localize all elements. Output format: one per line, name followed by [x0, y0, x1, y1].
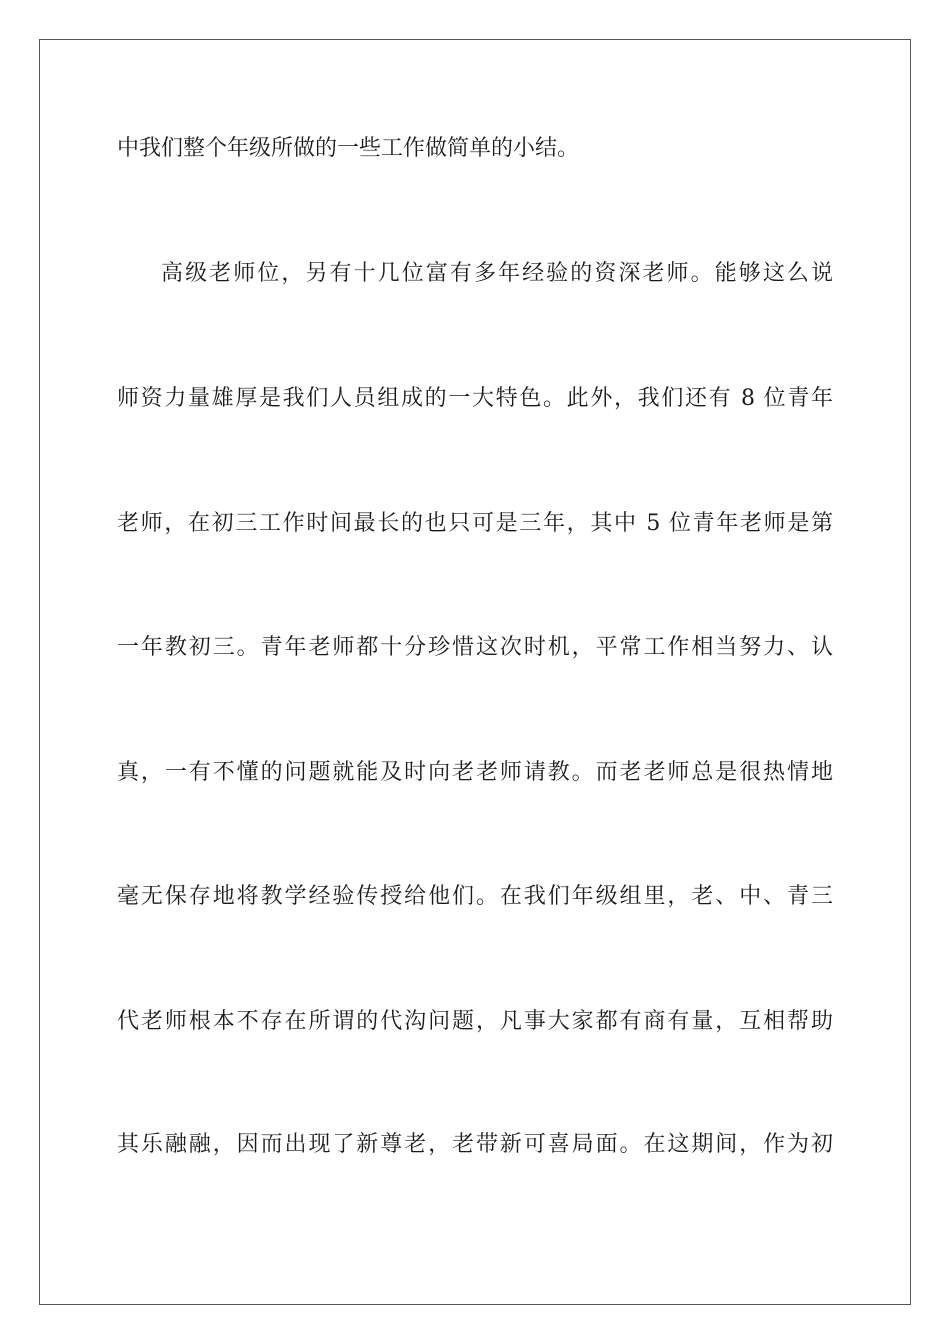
text-line-2: 高级老师位，另有十几位富有多年经验的资深老师。能够这么说	[161, 261, 833, 286]
text-line-6: 真，一有不懂的问题就能及时向老老师请教。而老老师总是很热情地	[117, 760, 833, 785]
text-line-4: 老师，在初三工作时间最长的也只可是三年，其中 5 位青年老师是第	[117, 511, 833, 536]
text-line-7: 毫无保存地将教学经验传授给他们。在我们年级组里，老、中、青三	[117, 884, 833, 909]
text-line-3: 师资力量雄厚是我们人员组成的一大特色。此外，我们还有 8 位青年	[117, 386, 833, 411]
page-frame	[39, 39, 911, 1305]
text-line-5: 一年教初三。青年老师都十分珍惜这次时机，平常工作相当努力、认	[117, 635, 833, 660]
text-line-9: 其乐融融，因而出现了新尊老，老带新可喜局面。在这期间，作为初	[117, 1132, 833, 1157]
text-line-1: 中我们整个年级所做的一些工作做简单的小结。	[117, 136, 580, 161]
text-line-8: 代老师根本不存在所谓的代沟问题，凡事大家都有商有量，互相帮助	[117, 1009, 833, 1034]
